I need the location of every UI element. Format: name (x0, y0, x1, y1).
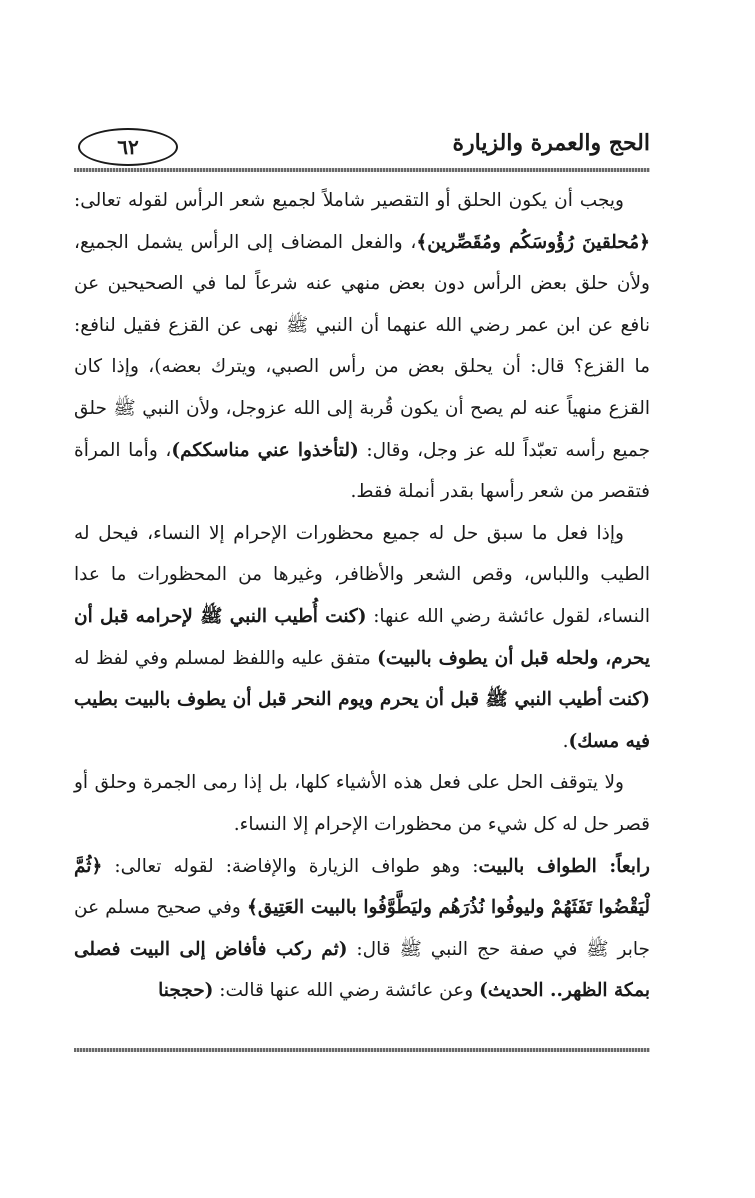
text-run: . (562, 730, 569, 752)
quran-verse-bold: ﴿مُحلقينَ رُؤُوسَكُم ومُقَصِّرين﴾ (416, 231, 650, 253)
text-run: وفي صحيح مسلم عن جابر ﷺ في صفة حج النبي ﷺ قال: (74, 897, 650, 960)
book-title: الحج والعمرة والزيارة (452, 130, 650, 156)
hadith-bold: (حججنا (158, 980, 214, 1002)
text-run: ، وأما المرأة فتقصر من شعر رأسها بقدر أنملة فقط. (74, 439, 650, 503)
hadith-bold: (ثم ركب فأفاض إلى البيت فصلى بمكة الظهر.. الحديث) (74, 938, 650, 1002)
text-run: ، والفعل المضاف إلى الرأس يشمل الجميع، ولأن حلق بعض الرأس دون بعض منهي عنه شرعاً لما في الصحيحين عن نافع عن ابن عمر رضي الله عنهما أن النبي ﷺ نهى عن القزع فقيل لنافع: ما القزع؟ قال: أن يحلق بعض من رأس الصبي، ويترك بعضه)، وإذا كان القزع منهياً عنه لم يصح أن يكون قُربة إلى الله عزوجل، ولأن النبي ﷺ حلق جميع رأسه تعبّداً لله عز وجل، وقال: (74, 231, 651, 461)
paragraph-condition (74, 762, 650, 845)
page-header (74, 128, 650, 168)
book-page (74, 118, 650, 1078)
header-rule (74, 168, 650, 172)
page-number: ٦٢ (78, 128, 178, 166)
text-run: ويجب أن يكون الحلق أو التقصير شاملاً لجميع شعر الرأس لقوله تعالى: (74, 190, 624, 211)
text-run: : وهو طواف الزيارة والإفاضة: لقوله تعالى: (102, 855, 479, 877)
paragraph-release (74, 513, 650, 763)
section-heading: رابعاً: الطواف بالبيت (478, 855, 650, 877)
hadith-bold: (لتأخذوا عني مناسككم) (171, 439, 359, 461)
paragraph-shaving (74, 180, 650, 513)
hadith-bold: (كنت أطيب النبي ﷺ قبل أن يحرم ويوم النحر قبل أن يطوف بالبيت بطيب فيه مسك) (74, 689, 650, 752)
paragraph-tawaf (74, 846, 650, 1012)
footer-rule (74, 1048, 650, 1052)
text-run: وعن عائشة رضي الله عنها قالت: (213, 980, 480, 1002)
text-run: متفق عليه واللفظ لمسلم وفي لفظ له (74, 647, 378, 669)
hadith-bold: (كنت أُطيب النبي ﷺ لإحرامه قبل أن يحرم، ولحله قبل أن يطوف بالبيت) (74, 605, 650, 669)
quran-verse-bold: ﴿ثُمَّ لْيَقْضُوا تَفَثَهُمْ وليوفُوا نُذُرَهُم وليَطَّوَّفُوا بالبيت العَتِيق﴾ (74, 855, 650, 919)
text-run: ولا يتوقف الحل على فعل هذه الأشياء كلها، بل إذا رمى الجمرة وحلق أو قصر حل له كل شيء من محظورات الإحرام إلا النساء. (74, 772, 650, 835)
text-run: وإذا فعل ما سبق حل له جميع محظورات الإحرام إلا النساء، فيحل له الطيب واللباس، وقص الشعر والأظافر، وغيرها من المحظورات ما عدا النساء، لقول عائشة رضي الله عنها: (74, 522, 650, 627)
body-text (74, 180, 650, 1012)
